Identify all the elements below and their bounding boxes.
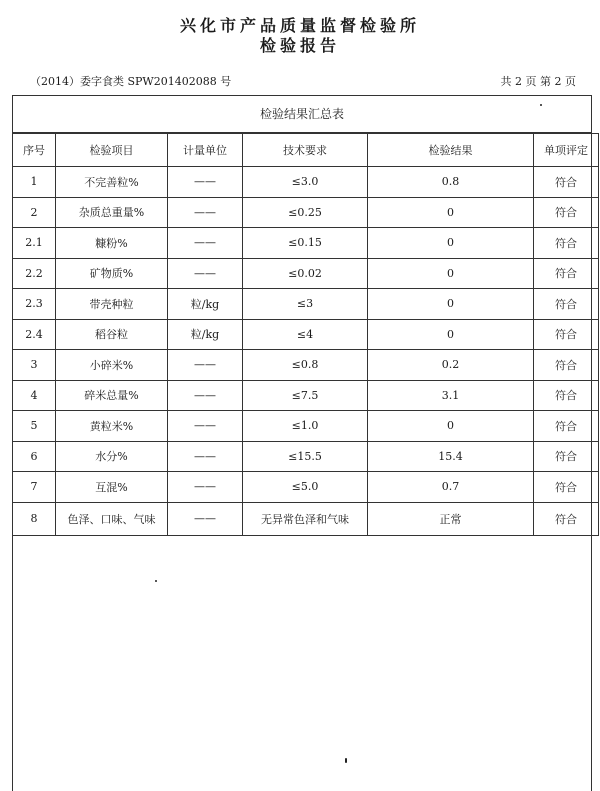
cell-result: 0 (368, 258, 534, 289)
scan-speck (155, 580, 157, 582)
cell-no: 3 (13, 350, 56, 381)
page-indicator: 共 2 页 第 2 页 (500, 75, 576, 88)
cell-item: 黄粒米% (56, 411, 168, 442)
cell-verdict: 符合 (534, 472, 599, 503)
cell-requirement: ≤3.0 (243, 167, 368, 198)
scan-speck (345, 758, 347, 763)
cell-verdict: 符合 (534, 350, 599, 381)
col-header-unit: 计量单位 (168, 134, 243, 167)
cell-verdict: 符合 (534, 258, 599, 289)
cell-unit: —— (168, 258, 243, 289)
org-title: 兴化市产品质量监督检验所 (179, 16, 420, 35)
table-row (13, 502, 599, 535)
cell-item: 带壳种粒 (56, 289, 168, 320)
results-table (12, 133, 599, 536)
cell-unit: —— (168, 228, 243, 259)
cell-requirement: ≤7.5 (243, 380, 368, 411)
table-row (13, 289, 599, 320)
report-number: （2014）委字食类 SPW201402088 号 (30, 75, 232, 88)
cell-no: 7 (13, 472, 56, 503)
cell-result: 0 (368, 289, 534, 320)
cell-requirement: ≤1.0 (243, 411, 368, 442)
cell-requirement: ≤15.5 (243, 441, 368, 472)
table-row (13, 228, 599, 259)
cell-requirement: ≤0.8 (243, 350, 368, 381)
cell-item: 杂质总重量% (56, 197, 168, 228)
cell-unit: 粒/kg (168, 289, 243, 320)
cell-verdict: 符合 (534, 228, 599, 259)
table-row (13, 197, 599, 228)
table-row (13, 167, 599, 198)
col-header-item: 检验项目 (56, 134, 168, 167)
cell-result: 0 (368, 197, 534, 228)
cell-no: 5 (13, 411, 56, 442)
cell-no: 6 (13, 441, 56, 472)
cell-unit: —— (168, 472, 243, 503)
cell-result: 正常 (368, 502, 534, 535)
cell-item: 矿物质% (56, 258, 168, 289)
cell-result: 0.7 (368, 472, 534, 503)
cell-no: 2.3 (13, 289, 56, 320)
table-row (13, 258, 599, 289)
cell-verdict: 符合 (534, 502, 599, 535)
table-header-row (13, 134, 599, 167)
cell-item: 色泽、口味、气味 (56, 502, 168, 535)
cell-requirement: ≤0.02 (243, 258, 368, 289)
cell-result: 0 (368, 228, 534, 259)
cell-requirement: ≤0.15 (243, 228, 368, 259)
cell-unit: —— (168, 441, 243, 472)
cell-result: 0 (368, 319, 534, 350)
cell-item: 稻谷粒 (56, 319, 168, 350)
report-title: 检验报告 (259, 36, 340, 55)
cell-no: 1 (13, 167, 56, 198)
cell-verdict: 符合 (534, 197, 599, 228)
cell-unit: —— (168, 167, 243, 198)
col-header-result: 检验结果 (368, 134, 534, 167)
cell-unit: 粒/kg (168, 319, 243, 350)
cell-no: 2.1 (13, 228, 56, 259)
cell-result: 3.1 (368, 380, 534, 411)
cell-requirement: ≤4 (243, 319, 368, 350)
cell-requirement: ≤0.25 (243, 197, 368, 228)
table-row (13, 472, 599, 503)
cell-result: 0.2 (368, 350, 534, 381)
cell-verdict: 符合 (534, 289, 599, 320)
col-header-no: 序号 (13, 134, 56, 167)
cell-verdict: 符合 (534, 167, 599, 198)
table-row (13, 350, 599, 381)
cell-verdict: 符合 (534, 441, 599, 472)
cell-item: 小碎米% (56, 350, 168, 381)
cell-no: 4 (13, 380, 56, 411)
cell-result: 0 (368, 411, 534, 442)
cell-no: 2.4 (13, 319, 56, 350)
cell-item: 不完善粒% (56, 167, 168, 198)
cell-unit: —— (168, 502, 243, 535)
table-row (13, 441, 599, 472)
cell-no: 2 (13, 197, 56, 228)
cell-verdict: 符合 (534, 380, 599, 411)
cell-requirement: ≤5.0 (243, 472, 368, 503)
table-row (13, 319, 599, 350)
cell-result: 0.8 (368, 167, 534, 198)
cell-verdict: 符合 (534, 411, 599, 442)
cell-item: 水分% (56, 441, 168, 472)
scan-speck (540, 104, 542, 106)
cell-verdict: 符合 (534, 319, 599, 350)
cell-result: 15.4 (368, 441, 534, 472)
cell-requirement: ≤3 (243, 289, 368, 320)
cell-unit: —— (168, 411, 243, 442)
table-row (13, 411, 599, 442)
cell-item: 糠粉% (56, 228, 168, 259)
cell-unit: —— (168, 350, 243, 381)
cell-no: 2.2 (13, 258, 56, 289)
cell-item: 碎米总量% (56, 380, 168, 411)
cell-unit: —— (168, 380, 243, 411)
cell-unit: —— (168, 197, 243, 228)
table-caption: 检验结果汇总表 (12, 95, 592, 133)
table-row (13, 380, 599, 411)
col-header-requirement: 技术要求 (243, 134, 368, 167)
cell-item: 互混% (56, 472, 168, 503)
cell-requirement: 无异常色泽和气味 (243, 502, 368, 535)
col-header-verdict: 单项评定 (534, 134, 599, 167)
cell-no: 8 (13, 502, 56, 535)
